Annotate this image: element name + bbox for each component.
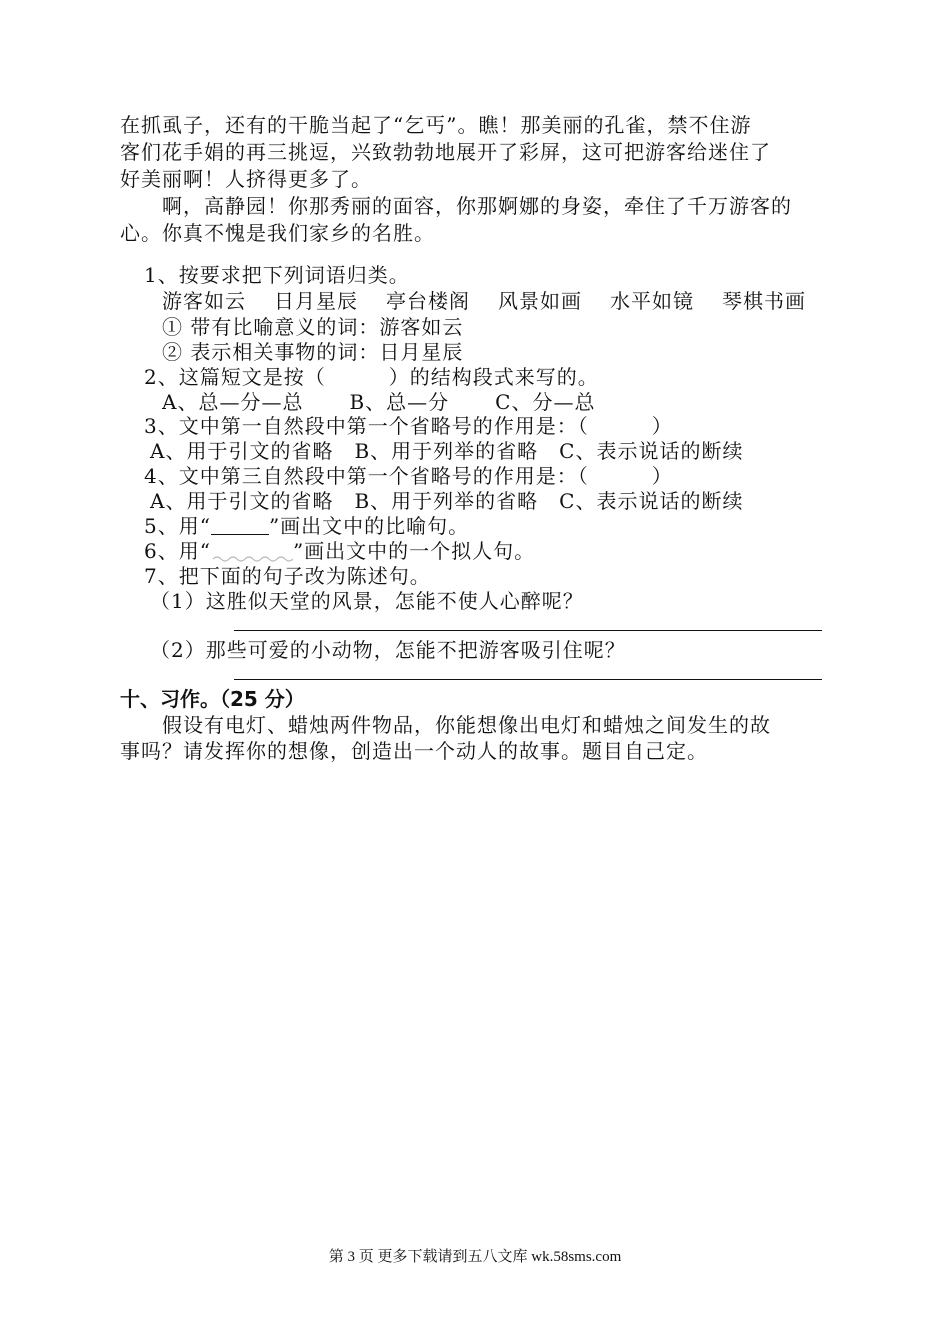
question-5-after: ”画出文中的比喻句。 (268, 514, 470, 538)
answer-line-1[interactable] (234, 630, 822, 631)
straight-underline-mark (211, 516, 269, 535)
word-item: 琴棋书画 (722, 289, 806, 313)
question-2-title: 2、这篇短文是按（ ）的结构段式来写的。 (144, 365, 599, 389)
wavy-underline-mark (211, 544, 293, 562)
section-10-prompt-line-2: 事吗？请发挥你的想像，创造出一个动人的故事。题目自己定。 (120, 739, 708, 763)
passage-line-5: 心。你真不愧是我们家乡的名胜。 (120, 221, 435, 245)
section-10-heading: 十、习作。（25 分） (120, 687, 305, 711)
word-item: 游客如云 (162, 289, 246, 313)
answer-line-2[interactable] (234, 679, 822, 680)
option-a: A、总—分—总 (162, 390, 304, 414)
word-item: 风景如画 (498, 289, 582, 313)
question-3-options: A、用于引文的省略 B、用于列举的省略 C、表示说话的断续 (150, 439, 744, 463)
question-7-title: 7、把下面的句子改为陈述句。 (144, 564, 431, 588)
question-5 (144, 513, 469, 539)
question-6 (144, 538, 535, 564)
question-4-options: A、用于引文的省略 B、用于列举的省略 C、表示说话的断续 (150, 489, 744, 513)
passage-line-1: 在抓虱子，还有的干脆当起了“乞丐”。瞧！那美丽的孔雀，禁不住游 (120, 113, 752, 137)
question-1-word-list (162, 288, 834, 314)
passage-line-2: 客们花手娟的再三挑逗，兴致勃勃地展开了彩屏，这可把游客给迷住了 (120, 140, 771, 164)
word-item: 亭台楼阁 (386, 289, 470, 313)
passage-line-3: 好美丽啊！人挤得更多了。 (120, 167, 372, 191)
question-1-title: 1、按要求把下列词语归类。 (144, 263, 410, 287)
question-4-title: 4、文中第三自然段中第一个省略号的作用是：（ ） (144, 464, 673, 488)
word-item: 日月星辰 (274, 289, 358, 313)
section-10-prompt-line-1: 假设有电灯、蜡烛两件物品，你能想像出电灯和蜡烛之间发生的故 (162, 713, 771, 737)
question-1-sub-1: ① 带有比喻意义的词：游客如云 (162, 315, 464, 339)
question-5-before: 5、用“ (144, 514, 211, 538)
question-2-options (162, 389, 617, 415)
option-b: B、总—分 (349, 390, 450, 414)
question-6-before: 6、用“ (144, 539, 211, 563)
page-footer: 第 3 页 更多下载请到五八文库 wk.58sms.com (328, 1249, 622, 1265)
question-3-title: 3、文中第一自然段中第一个省略号的作用是：（ ） (144, 414, 673, 438)
question-1-sub-2: ② 表示相关事物的词：日月星辰 (162, 340, 464, 364)
passage-line-4: 啊，高静园！你那秀丽的面容，你那婀娜的身姿，牵住了千万游客的 (162, 194, 792, 218)
option-c: C、分—总 (495, 390, 596, 414)
question-7-item-2: （2）那些可爱的小动物，怎能不把游客吸引住呢？ (150, 638, 626, 662)
question-6-after: ”画出文中的一个拟人句。 (292, 539, 536, 563)
question-7-item-1: （1）这胜似天堂的风景，怎能不使人心醉呢？ (150, 589, 584, 613)
word-item: 水平如镜 (610, 289, 694, 313)
